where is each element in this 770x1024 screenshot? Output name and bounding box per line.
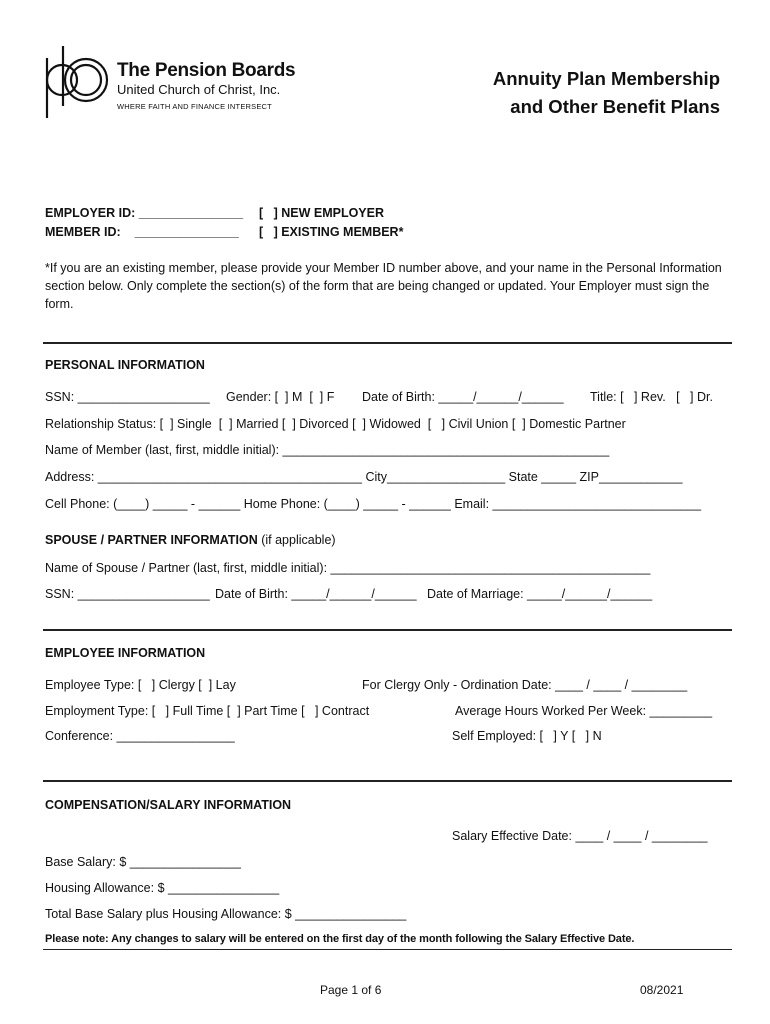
- ordination-date-field[interactable]: For Clergy Only - Ordination Date: ____ / ____ / ________: [362, 678, 688, 692]
- relationship-status-checkboxes[interactable]: Relationship Status: [ ] Single [ ] Married [ ] Divorced [ ] Widowed [ ] Civil Union [ ] Domestic Partner: [45, 417, 626, 431]
- personal-info-heading: PERSONAL INFORMATION: [45, 358, 205, 372]
- housing-allowance-field[interactable]: Housing Allowance: $ ________________: [45, 881, 280, 895]
- existing-member-note: *If you are an existing member, please provide your Member ID number above, and your name in the Personal Information section below. Only complete the section(s) of the form that are being changed or updated. Your Employer must sign the form.: [45, 261, 722, 311]
- title-checkboxes[interactable]: Title: [ ] Rev. [ ] Dr.: [590, 390, 713, 404]
- total-salary-field[interactable]: Total Base Salary plus Housing Allowance: $ ________________: [45, 907, 407, 921]
- employee-type-checkboxes[interactable]: Employee Type: [ ] Clergy [ ] Lay: [45, 678, 236, 692]
- conference-field[interactable]: Conference: _________________: [45, 729, 235, 743]
- new-employer-checkbox[interactable]: [ ] NEW EMPLOYER: [259, 206, 384, 220]
- compensation-heading: COMPENSATION/SALARY INFORMATION: [45, 798, 292, 812]
- address-field[interactable]: Address: ______________________________________ City_________________ State _____ ZIP____________: [45, 470, 683, 484]
- spouse-ssn-field[interactable]: SSN: ___________________: [45, 587, 210, 601]
- gender-checkboxes[interactable]: Gender: [ ] M [ ] F: [226, 390, 335, 404]
- spouse-name-field[interactable]: Name of Spouse / Partner (last, first, middle initial): ______________________________________________: [45, 561, 651, 575]
- org-subname: United Church of Christ, Inc.: [117, 82, 281, 97]
- marriage-date-field[interactable]: Date of Marriage: _____/______/______: [427, 587, 653, 601]
- member-name-field[interactable]: Name of Member (last, first, middle initial): _______________________________________________: [45, 443, 610, 457]
- employer-id-field[interactable]: EMPLOYER ID: _______________: [45, 206, 244, 220]
- spouse-heading-text: SPOUSE / PARTNER INFORMATION: [45, 533, 258, 547]
- section-divider: [43, 949, 732, 950]
- revision-date: 08/2021: [640, 983, 684, 997]
- ssn-field[interactable]: SSN: ___________________: [45, 390, 210, 404]
- phone-email-fields[interactable]: Cell Phone: (____) _____ - ______ Home Phone: (____) _____ - ______ Email: ______________________________: [45, 497, 702, 511]
- pension-boards-logo-icon: [42, 44, 110, 120]
- date-of-birth-field[interactable]: Date of Birth: _____/______/______: [362, 390, 564, 404]
- document-title-line2: and Other Benefit Plans: [510, 96, 720, 117]
- document-title-line1: Annuity Plan Membership: [492, 68, 720, 89]
- section-divider: [43, 629, 732, 631]
- spouse-info-heading: [45, 533, 336, 547]
- org-tagline: WHERE FAITH AND FINANCE INTERSECT: [117, 102, 272, 111]
- spouse-dob-field[interactable]: Date of Birth: _____/______/______: [215, 587, 417, 601]
- salary-effective-date-field[interactable]: Salary Effective Date: ____ / ____ / ________: [452, 829, 708, 843]
- section-divider: [43, 342, 732, 344]
- hours-per-week-field[interactable]: Average Hours Worked Per Week: _________: [455, 704, 713, 718]
- spouse-heading-suffix: (if applicable): [257, 533, 336, 547]
- section-divider: [43, 780, 732, 782]
- employee-info-heading: EMPLOYEE INFORMATION: [45, 646, 206, 660]
- base-salary-field[interactable]: Base Salary: $ ________________: [45, 855, 241, 869]
- employment-type-checkboxes[interactable]: Employment Type: [ ] Full Time [ ] Part Time [ ] Contract: [45, 704, 370, 718]
- self-employed-checkboxes[interactable]: Self Employed: [ ] Y [ ] N: [452, 729, 602, 743]
- org-name: The Pension Boards: [117, 60, 296, 81]
- salary-change-note: Please note: Any changes to salary will be entered on the first day of the month following the Salary Effective Date.: [45, 933, 635, 945]
- page-number: Page 1 of 6: [320, 983, 382, 997]
- existing-member-checkbox[interactable]: [ ] EXISTING MEMBER*: [259, 225, 404, 239]
- member-id-field[interactable]: MEMBER ID: _______________: [45, 225, 239, 239]
